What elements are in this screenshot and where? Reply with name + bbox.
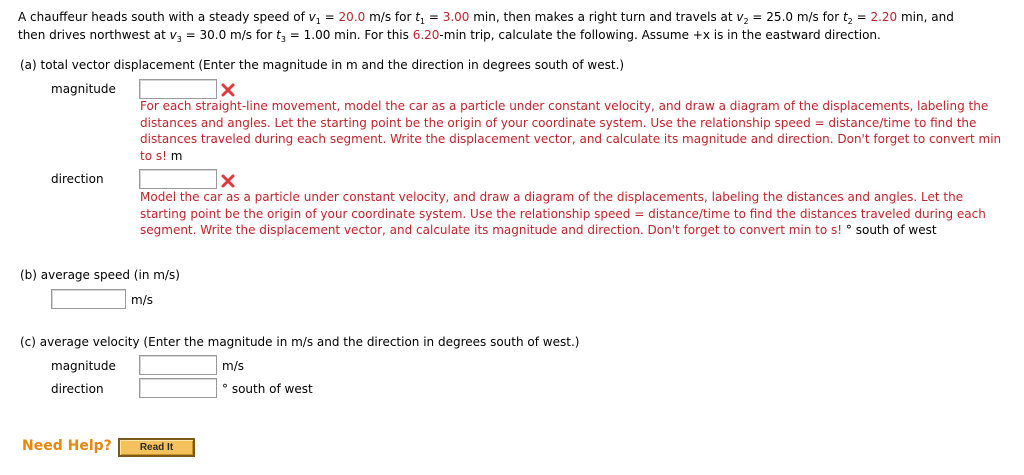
v3-symbol: v: [169, 28, 177, 42]
part-c-magnitude-label: magnitude: [51, 359, 116, 373]
part-a-magnitude-input[interactable]: [139, 79, 217, 99]
hint-line: segment. Write the displacement vector, and calculate its magnitude and direction. Don't forget to convert min to s!: [140, 223, 843, 238]
hint-line: distances traveled during each segment. Write the displacement vector, and calculate its magnitude and direction. Don't forget to convert min: [140, 132, 1002, 147]
hint-line: For each straight-line movement, model the car as a particle under constant velocity, and draw a diagram of the displacements, labeling the: [140, 99, 989, 113]
v1-subscript: 1: [315, 17, 321, 26]
t1-symbol: t: [415, 10, 420, 24]
equals: =: [320, 10, 339, 24]
part-a-magnitude-unit: m: [166, 148, 183, 163]
part-a-direction-input[interactable]: [139, 169, 217, 189]
part-a-magnitude-hint: [140, 98, 1001, 164]
v2-symbol: v: [736, 10, 744, 24]
part-a-direction-hint: [140, 189, 986, 239]
part-b-header: (b) average speed (in m/s): [20, 268, 180, 282]
part-b-speed-input[interactable]: [51, 289, 126, 309]
part-c-direction-label: direction: [51, 382, 104, 396]
part-a-magnitude-label: magnitude: [51, 82, 116, 96]
v2-subscript: 2: [743, 17, 749, 26]
equals: =: [852, 10, 871, 24]
part-c-magnitude-input[interactable]: [139, 355, 217, 375]
equals: =: [425, 10, 443, 24]
incorrect-x-icon: [220, 82, 236, 98]
part-a-direction-label: direction: [51, 172, 104, 186]
problem-line-2: [18, 26, 881, 44]
part-c-direction-input[interactable]: [139, 378, 217, 398]
t2-subscript: 2: [847, 17, 853, 26]
t2-symbol: t: [842, 10, 848, 24]
t1-subscript: 1: [419, 17, 426, 26]
problem-text: then drives northwest at: [18, 28, 170, 42]
problem-text: = 25.0 m/s for: [748, 10, 843, 24]
v1-value: 20.0: [338, 10, 366, 24]
v1-symbol: v: [308, 10, 316, 24]
problem-text: m/s for: [365, 10, 416, 24]
part-b-unit: m/s: [131, 293, 153, 307]
hint-line: Model the car as a particle under constant velocity, and draw a diagram of the displacements, labeling the distances and angles. Let the: [140, 190, 964, 204]
part-a-direction-unit: ° south of west: [845, 223, 937, 238]
incorrect-x-icon: [220, 173, 236, 189]
hint-line: to s!: [140, 148, 167, 163]
problem-text: = 1.00 min. For this: [285, 28, 413, 42]
trip-duration-value: 6.20: [412, 28, 440, 42]
problem-text: min, then makes a right turn and travels at: [469, 10, 737, 24]
part-c-direction-unit: ° south of west: [222, 382, 313, 396]
t3-symbol: t: [276, 28, 281, 42]
hint-line: starting point be the origin of your coordinate system. Use the relationship speed = distance/time to find the distances traveled during each: [140, 206, 986, 221]
problem-text: = 30.0 m/s for: [181, 28, 277, 42]
read-it-button[interactable]: Read It: [118, 438, 195, 457]
problem-text: -min trip, calculate the following. Assume +x is in the eastward direction.: [439, 28, 881, 42]
need-help-label: Need Help?: [22, 438, 112, 454]
problem-text: A chauffeur heads south with a steady speed of: [18, 10, 309, 24]
t3-subscript: 3: [280, 35, 286, 44]
part-c-magnitude-unit: m/s: [222, 359, 244, 373]
v3-subscript: 3: [176, 35, 182, 44]
problem-line-1: [18, 8, 954, 26]
t2-value: 2.20: [870, 10, 898, 24]
hint-line: distances and angles. Let the starting point be the origin of your coordinate system. Use the relationship speed = distance/time to find the: [140, 115, 977, 130]
problem-text: min, and: [897, 10, 954, 24]
t1-value: 3.00: [442, 10, 470, 24]
part-a-header: (a) total vector displacement (Enter the magnitude in m and the direction in degrees south of west.): [20, 58, 625, 72]
part-c-header: (c) average velocity (Enter the magnitude in m/s and the direction in degrees south of west.): [20, 335, 580, 349]
